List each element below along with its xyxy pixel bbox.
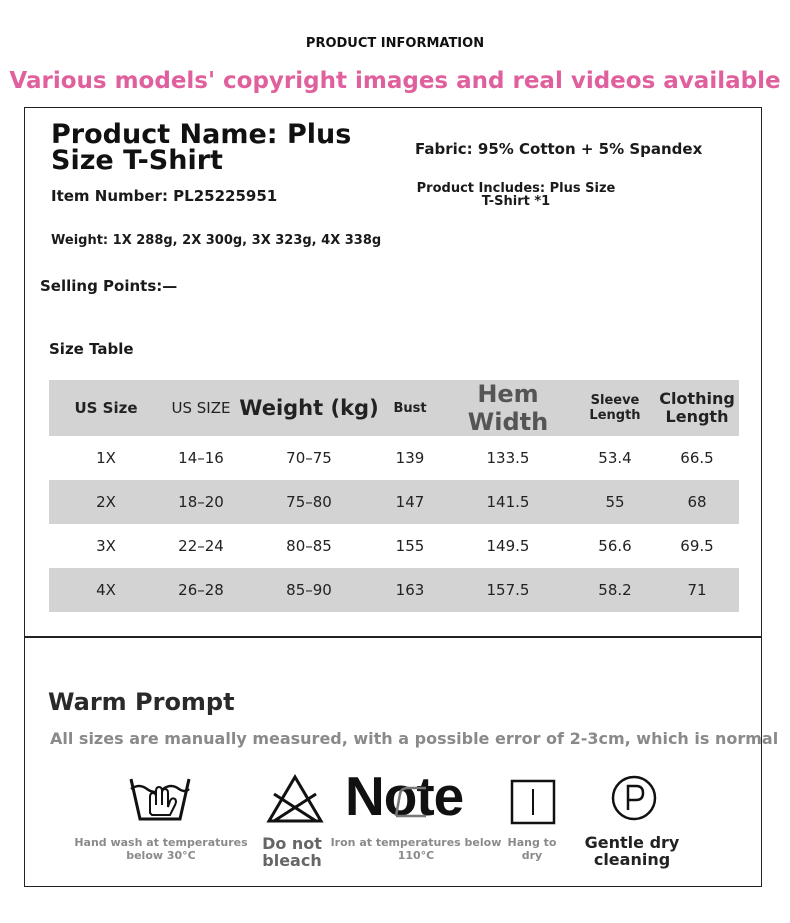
- cell-clothing-length: 69.5: [680, 537, 714, 555]
- cell-us-size-alt: 22–24: [178, 537, 224, 555]
- cell-clothing-length: 68: [687, 493, 707, 511]
- cell-sleeve-length: 53.4: [598, 449, 632, 467]
- table-row: [49, 436, 739, 480]
- no-bleach-label: Do not bleach: [262, 834, 322, 870]
- no-bleach-icon: [266, 774, 324, 824]
- cell-us-size: 3X: [96, 537, 116, 555]
- cell-weight: 85–90: [286, 581, 332, 599]
- product-includes: Product Includes: Plus Size T-Shirt *1: [416, 181, 616, 209]
- cell-sleeve-length: 55: [605, 493, 625, 511]
- page-header-title: PRODUCT INFORMATION: [305, 36, 485, 51]
- note-heading: Note: [345, 765, 464, 827]
- cell-us-size-alt: 14–16: [178, 449, 224, 467]
- header-bust: Bust: [393, 400, 427, 416]
- hand-wash-icon: [128, 775, 192, 825]
- header-us-size: US Size: [74, 399, 138, 417]
- cell-sleeve-length: 56.6: [598, 537, 632, 555]
- cell-bust: 147: [395, 493, 425, 511]
- hang-dry-icon: [510, 779, 556, 825]
- hand-wash-label: Hand wash at temperatures below 30°C: [74, 836, 248, 862]
- cell-bust: 163: [395, 581, 425, 599]
- table-row: [49, 480, 739, 524]
- iron-icon: [392, 782, 430, 822]
- product-name: Product Name: Plus Size T-Shirt: [51, 119, 352, 176]
- iron-label: Iron at temperatures below 110°C: [330, 836, 502, 862]
- dry-clean-label: Gentle dry cleaning: [584, 833, 680, 869]
- hang-dry-label: Hang to dry: [507, 836, 557, 862]
- selling-points: Selling Points:—: [40, 277, 178, 295]
- cell-us-size: 2X: [96, 493, 116, 511]
- cell-hem-width: 157.5: [486, 581, 530, 599]
- cell-bust: 155: [395, 537, 425, 555]
- header-weight: Weight (kg): [239, 396, 379, 420]
- header-hem-width: Hem Width: [467, 380, 549, 436]
- product-fabric: Fabric: 95% Cotton + 5% Spandex: [415, 140, 703, 158]
- cell-hem-width: 133.5: [486, 449, 530, 467]
- cell-weight: 75–80: [286, 493, 332, 511]
- cell-us-size: 4X: [96, 581, 116, 599]
- cell-us-size-alt: 26–28: [178, 581, 224, 599]
- size-table: [49, 380, 739, 612]
- header-clothing-length: Clothing Length: [659, 389, 735, 426]
- size-table-title: Size Table: [49, 340, 134, 358]
- promo-banner: Various models' copyright images and real videos available: [9, 68, 781, 94]
- cell-weight: 70–75: [286, 449, 332, 467]
- dry-clean-icon: [610, 774, 658, 822]
- cell-bust: 139: [395, 449, 425, 467]
- cell-sleeve-length: 58.2: [598, 581, 632, 599]
- cell-clothing-length: 71: [687, 581, 707, 599]
- item-number: Item Number: PL25225951: [51, 187, 278, 205]
- warm-prompt-text: All sizes are manually measured, with a possible error of 2-3cm, which is normal: [50, 729, 779, 748]
- cell-clothing-length: 66.5: [680, 449, 714, 467]
- warm-prompt-title: Warm Prompt: [48, 688, 235, 716]
- table-row: [49, 568, 739, 612]
- cell-hem-width: 149.5: [486, 537, 530, 555]
- table-row: [49, 524, 739, 568]
- cell-weight: 80–85: [286, 537, 332, 555]
- cell-us-size: 1X: [96, 449, 116, 467]
- product-weight: Weight: 1X 288g, 2X 300g, 3X 323g, 4X 338g: [51, 233, 382, 248]
- cell-us-size-alt: 18–20: [178, 493, 224, 511]
- cell-hem-width: 141.5: [486, 493, 530, 511]
- header-sleeve-length: Sleeve Length: [589, 393, 641, 423]
- size-table-header-row: [49, 380, 739, 436]
- header-us-size-alt: US SIZE: [171, 399, 231, 417]
